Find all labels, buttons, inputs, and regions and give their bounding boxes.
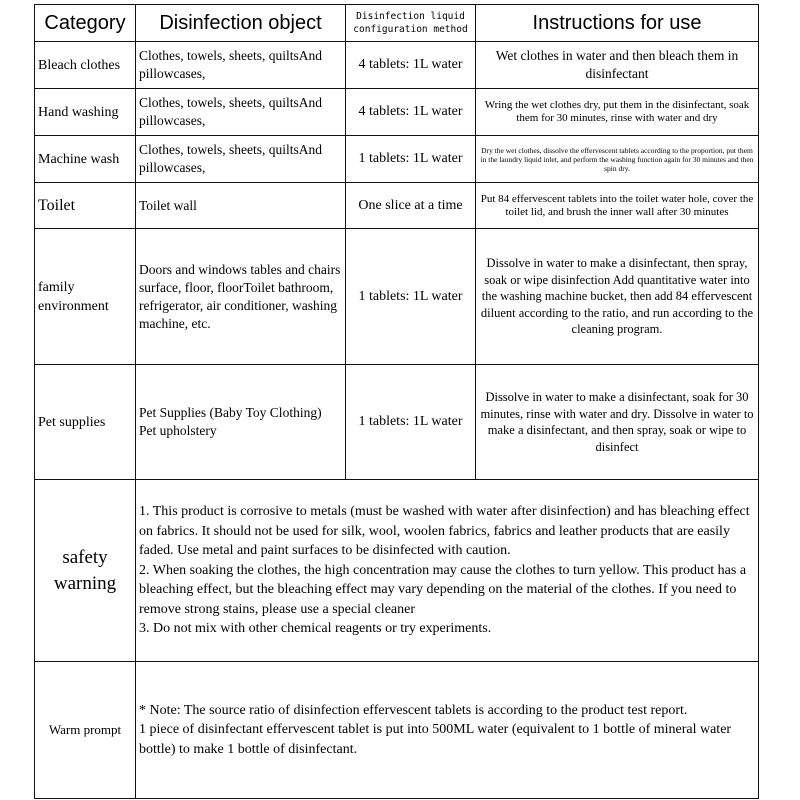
category-cell: Pet supplies xyxy=(35,365,136,480)
header-object: Disinfection object xyxy=(136,5,346,42)
method-cell: 1 tablets: 1L water xyxy=(346,229,476,365)
disinfection-table xyxy=(34,4,759,799)
instructions-cell: Dissolve in water to make a disinfectant, soak for 30 minutes, rinse with water and dry. Dissolve in water to make a disinfectant, and then spray, soak or wipe to disinfect xyxy=(476,365,759,480)
row-machine-wash xyxy=(35,136,759,183)
object-cell xyxy=(136,365,346,480)
object-cell: Toilet wall xyxy=(136,183,346,229)
object-line: Pet Supplies (Baby Toy Clothing) xyxy=(139,405,322,420)
safety-paragraph: 2. When soaking the clothes, the high concentration may cause the clothes to turn yellow. This product has a bleaching effect, but the bleaching effect may vary depending on the material of the clothes. If you need to remove strong stains, please use a special cleaner xyxy=(139,562,747,617)
safety-paragraph: 1. This product is corrosive to metals (must be washed with water after disinfection) and has bleaching effect on fabrics. It should not be used for silk, wool, woolen fabrics, fabrics and leather products that are easily faded. Use metal and paint surfaces to be disinfected with caution. xyxy=(139,504,750,559)
instructions-cell: Wring the wet clothes dry, put them in the disinfectant, soak them for 30 minutes, rinse with water and dry xyxy=(476,89,759,136)
object-cell: Clothes, towels, sheets, quiltsAnd pillowcases, xyxy=(136,136,346,183)
instructions-cell: Wet clothes in water and then bleach them in disinfectant xyxy=(476,42,759,89)
category-cell: Machine wash xyxy=(35,136,136,183)
safety-label: safety warning xyxy=(35,480,136,662)
header-instructions: Instructions for use xyxy=(476,5,759,42)
method-cell: 4 tablets: 1L water xyxy=(346,89,476,136)
category-cell: Hand washing xyxy=(35,89,136,136)
row-hand-washing xyxy=(35,89,759,136)
warm-paragraph: 1 piece of disinfectant effervescent tablet is put into 500ML water (equivalent to 1 bottle of mineral water bottle) to make 1 bottle of disinfectant. xyxy=(139,722,732,757)
header-category: Category xyxy=(35,5,136,42)
object-line: Pet upholstery xyxy=(139,423,217,438)
safety-text xyxy=(136,480,759,662)
row-family-environment xyxy=(35,229,759,365)
method-cell: One slice at a time xyxy=(346,183,476,229)
row-toilet xyxy=(35,183,759,229)
safety-paragraph: 3. Do not mix with other chemical reagents or try experiments. xyxy=(139,621,492,637)
object-cell: Doors and windows tables and chairs surface, floor, floorToilet bathroom, refrigerator, air conditioner, washing machine, etc. xyxy=(136,229,346,365)
category-cell: Bleach clothes xyxy=(35,42,136,89)
row-warm-prompt xyxy=(35,662,759,799)
method-cell: 1 tablets: 1L water xyxy=(346,136,476,183)
warm-paragraph: * Note: The source ratio of disinfection effervescent tablets is according to the product test report. xyxy=(139,702,688,718)
header-row xyxy=(35,5,759,42)
category-cell: Toilet xyxy=(35,183,136,229)
object-cell: Clothes, towels, sheets, quiltsAnd pillowcases, xyxy=(136,42,346,89)
instructions-cell: Put 84 effervescent tablets into the toilet water hole, cover the toilet lid, and brush the inner wall after 30 minutes xyxy=(476,183,759,229)
object-cell: Clothes, towels, sheets, quiltsAnd pillowcases, xyxy=(136,89,346,136)
row-safety-warning xyxy=(35,480,759,662)
method-cell: 1 tablets: 1L water xyxy=(346,365,476,480)
method-cell: 4 tablets: 1L water xyxy=(346,42,476,89)
category-cell: family environment xyxy=(35,229,136,365)
instructions-cell: Dry the wet clothes, dissolve the effervescent tablets according to the proportion, put them in the laundry liquid inlet, and perform the washing function again for 30 minutes and then spin dry. xyxy=(476,136,759,183)
warm-text xyxy=(136,662,759,799)
row-pet-supplies xyxy=(35,365,759,480)
warm-label: Warm prompt xyxy=(35,662,136,799)
header-method: Disinfection liquid configuration method xyxy=(346,5,476,42)
row-bleach xyxy=(35,42,759,89)
instructions-cell: Dissolve in water to make a disinfectant, then spray, soak or wipe disinfection Add quantitative water into the washing machine bucket, then add 84 effervescent diluent according to the ratio, and run according to the cleaning program. xyxy=(476,229,759,365)
